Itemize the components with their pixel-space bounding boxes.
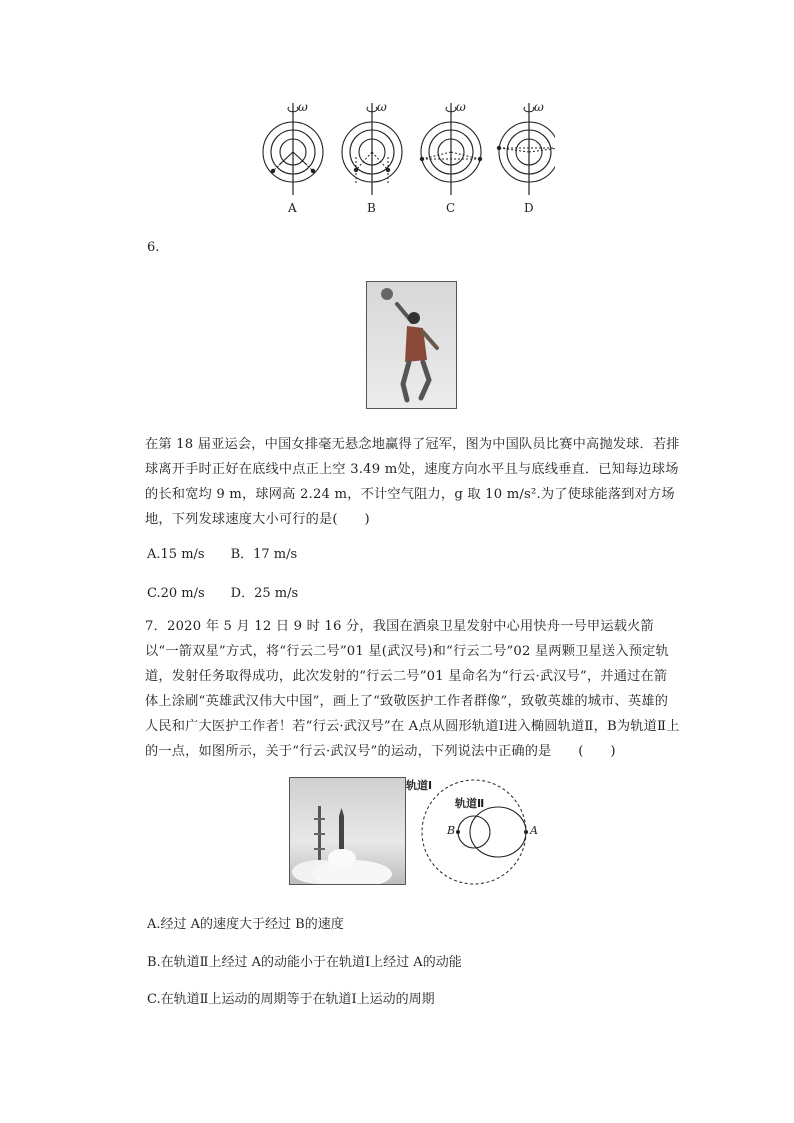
orbit-diagram	[405, 778, 565, 886]
diagram-c	[420, 103, 482, 195]
diagram-a	[263, 103, 323, 195]
diagram-d	[497, 103, 555, 195]
point-a-label: A	[530, 824, 538, 837]
orbit-1-label: 轨道Ⅰ	[406, 779, 433, 792]
omega-label-b: ω	[377, 100, 387, 114]
point-b-label: B	[447, 824, 456, 837]
omega-label-a: ω	[298, 100, 308, 114]
volleyball-serve-photo	[366, 281, 457, 409]
question-7-option-a: A.经过 A的速度大于经过 B的速度	[147, 917, 344, 932]
question-7-text: 7．2020 年 5 月 12 日 9 时 16 分，我国在酒泉卫星发射中心用快舟一号甲运载火箭以“一箭双星”方式，将“行云二号”01 星(武汉号)和“行云二号”02 星两颗卫星送入预定轨道，发射任务取得成功，此次发射的“行云二号”01 星命名为“行云·武汉号”，并通过在箭体上涂刷“英雄武汉伟大中国”，画上了“致敬医护工作者群像”，致敬英雄的城市、英雄的人民和广大医护工作者！若“行云·武汉号”在 A点从圆形轨道Ⅰ进入椭圆轨道Ⅱ，B为轨道Ⅱ上的一点，如图所示，关于“行云·武汉号”的运动，下列说法中正确的是 ( )	[145, 619, 680, 759]
orbit-2-label: 轨道Ⅱ	[455, 797, 485, 810]
omega-label-c: ω	[456, 100, 466, 114]
omega-label-d: ω	[534, 100, 544, 114]
orbit-2-ellipse	[470, 807, 526, 857]
rocket-launch-photo	[289, 777, 406, 885]
diagram-b	[342, 103, 402, 195]
question-6-text: 在第 18 届亚运会，中国女排毫无悬念地赢得了冠军，图为中国队员比赛中高抛发球．若排球离开手时正好在底线中点正上空 3.49 m处，速度方向水平且与底线垂直．已知每边球场的长和宽均 9 m，球网高 2.24 m，不计空气阻力，g 取 10 m/s².为了使球能落到对方场地，下列发球速度大小可行的是( )	[145, 437, 680, 527]
point-b-dot	[456, 830, 460, 834]
question-6-options-row1: A.15 m/s B．17 m/s	[147, 547, 298, 562]
question-7-option-b: B.在轨道Ⅱ上经过 A的动能小于在轨道Ⅰ上经过 A的动能	[147, 955, 462, 970]
question-6-options-row2: C.20 m/s D．25 m/s	[147, 586, 299, 601]
point-a-dot	[524, 830, 528, 834]
figure-option-c: C	[446, 201, 456, 215]
figure-option-d: D	[524, 201, 534, 215]
volleyball-player-illustration	[367, 282, 456, 408]
rocket-launch-illustration	[290, 778, 405, 884]
question-6-number: 6.	[147, 240, 160, 255]
earth-circle	[458, 816, 490, 848]
question-7-option-c: C.在轨道Ⅱ上运动的周期等于在轨道Ⅰ上运动的周期	[147, 992, 435, 1007]
figure-option-a: A	[288, 201, 297, 215]
figure-option-b: B	[367, 201, 376, 215]
